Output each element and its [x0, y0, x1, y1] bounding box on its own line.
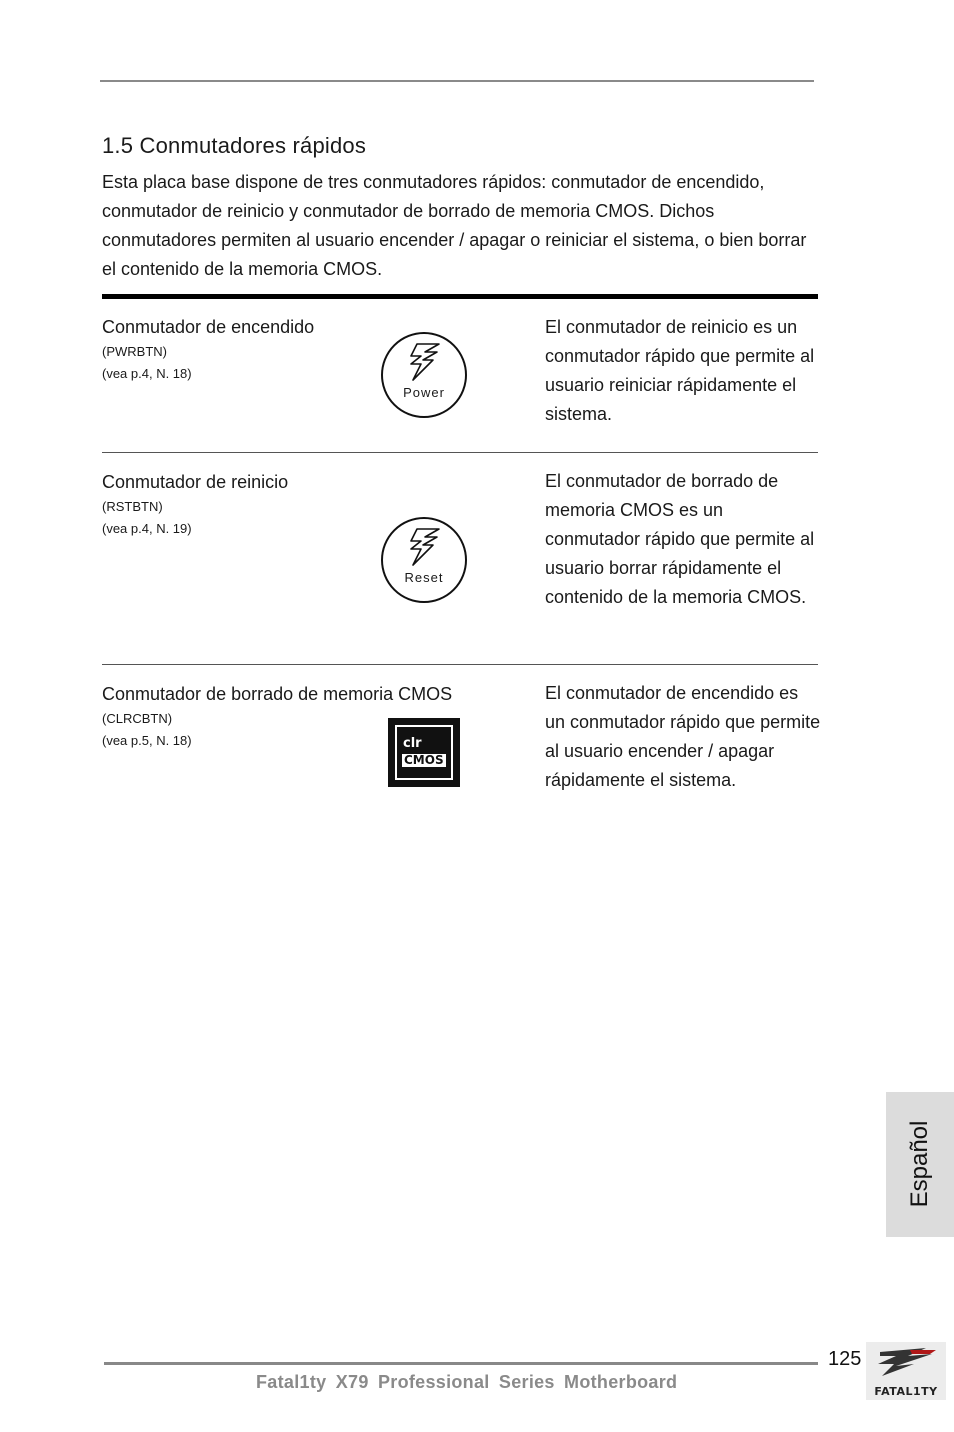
reset-switch-ref: (vea p.4, N. 19)	[102, 521, 192, 536]
reset-switch-name: Conmutador de reinicio	[102, 472, 289, 492]
top-rule	[100, 80, 814, 82]
clear-cmos-icon	[388, 718, 460, 787]
power-icon-label: Power	[403, 385, 445, 400]
row-divider	[102, 452, 818, 453]
section-title: 1.5 Conmutadores rápidos	[102, 133, 367, 158]
power-switch-icon	[381, 332, 467, 418]
footer-rule	[104, 1362, 818, 1365]
clear-cmos-icon-clr: clr	[403, 736, 422, 751]
footer-title: Fatal1ty X79 Professional Series Motherboard	[256, 1372, 678, 1392]
power-switch-code: (PWRBTN)	[102, 344, 167, 359]
language-tab	[886, 1092, 954, 1237]
reset-switch-icon	[381, 517, 467, 603]
clrcmos-switch-name: Conmutador de borrado de memoria CMOS	[102, 684, 453, 704]
fatal1ty-logo-mark	[866, 1342, 946, 1380]
fatal1ty-logo	[866, 1342, 946, 1400]
power-switch-name: Conmutador de encendido	[102, 317, 315, 337]
table-top-rule	[102, 294, 818, 299]
reset-switch-description: El conmutador de borrado de memoria CMOS es un conmutador rápido que permite al usuario borrar rápidamente el contenido de la memoria CMOS.	[545, 471, 815, 607]
clrcmos-switch-code: (CLRCBTN)	[102, 711, 173, 726]
clear-cmos-icon-cmos: CMOS	[404, 753, 444, 767]
row-divider	[102, 664, 818, 665]
clrcmos-switch-description: El conmutador de encendido es un conmutador rápido que permite al usuario encender / apagar rápidamente el sistema.	[545, 683, 821, 790]
reset-icon-label: Reset	[404, 570, 444, 585]
lightning-icon	[405, 527, 443, 567]
reset-switch-code: (RSTBTN)	[102, 499, 163, 514]
power-switch-description: El conmutador de reinicio es un conmutador rápido que permite al usuario reiniciar rápidamente el sistema.	[545, 317, 815, 424]
clear-cmos-icon-frame	[395, 725, 453, 780]
lightning-icon	[405, 342, 443, 382]
clrcmos-switch-ref: (vea p.5, N. 18)	[102, 733, 192, 748]
page-number: 125	[828, 1348, 862, 1370]
power-switch-ref: (vea p.4, N. 18)	[102, 366, 192, 381]
intro-paragraph: Esta placa base dispone de tres conmutadores rápidos: conmutador de encendido, conmutador de reinicio y conmutador de borrado de memoria CMOS. Dichos conmutadores permiten al usuario encender / apagar o reiniciar el sistema, o bien borrar el contenido de la memoria CMOS.	[102, 172, 807, 279]
language-tab-label: Español	[906, 1120, 933, 1208]
fatal1ty-logo-text: FATAL1TY	[874, 1385, 938, 1398]
